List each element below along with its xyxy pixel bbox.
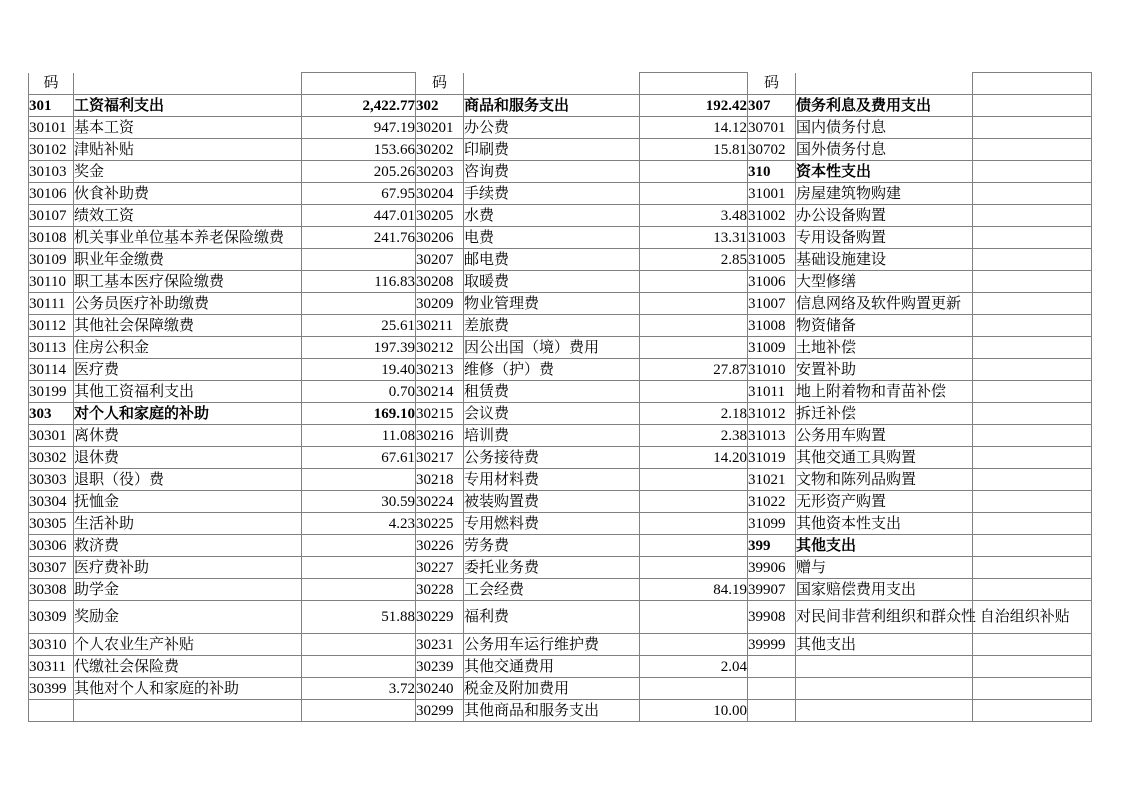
cell-name: 福利费 [464, 601, 640, 634]
cell-code: 302 [416, 95, 464, 117]
cell-name: 物业管理费 [464, 293, 640, 315]
cell-name: 取暖费 [464, 271, 640, 293]
budget-table-body [29, 95, 1092, 722]
cell-amount [640, 513, 748, 535]
table-row [29, 700, 1092, 722]
cell-name: 国外债务付息 [796, 139, 973, 161]
budget-expenditure-table [28, 72, 1092, 722]
cell-code: 30239 [416, 656, 464, 678]
table-row [29, 491, 1092, 513]
cell-code: 30301 [29, 425, 74, 447]
cell-amount: 14.12 [640, 117, 748, 139]
cell-amount [973, 425, 1092, 447]
cell-amount: 51.88 [302, 601, 416, 634]
cell-amount [973, 205, 1092, 227]
table-row [29, 337, 1092, 359]
cell-name: 电费 [464, 227, 640, 249]
cell-code: 30306 [29, 535, 74, 557]
cell-name: 房屋建筑物购建 [796, 183, 973, 205]
cell-amount: 84.19 [640, 579, 748, 601]
cell-name: 被装购置费 [464, 491, 640, 513]
cell-code: 30701 [748, 117, 796, 139]
cell-name: 资本性支出 [796, 161, 973, 183]
cell-code: 30103 [29, 161, 74, 183]
table-row [29, 656, 1092, 678]
cell-amount [973, 403, 1092, 425]
cell-amount [973, 634, 1092, 656]
cell-code: 30702 [748, 139, 796, 161]
cell-name: 咨询费 [464, 161, 640, 183]
cell-code: 30201 [416, 117, 464, 139]
table-header-row [29, 73, 1092, 95]
cell-code: 30208 [416, 271, 464, 293]
cell-code: 31005 [748, 249, 796, 271]
cell-amount [973, 513, 1092, 535]
table-row [29, 557, 1092, 579]
cell-name: 基本工资 [74, 117, 302, 139]
cell-amount: 205.26 [302, 161, 416, 183]
cell-amount [302, 634, 416, 656]
cell-name: 因公出国（境）费用 [464, 337, 640, 359]
cell-code: 30226 [416, 535, 464, 557]
cell-amount [640, 469, 748, 491]
cell-amount [973, 700, 1092, 722]
cell-amount [302, 700, 416, 722]
cell-code: 30231 [416, 634, 464, 656]
amount-column-header-middle [640, 73, 748, 95]
cell-name: 医疗费补助 [74, 557, 302, 579]
cell-name: 安置补助 [796, 359, 973, 381]
cell-code [29, 700, 74, 722]
cell-amount [973, 678, 1092, 700]
cell-name: 委托业务费 [464, 557, 640, 579]
table-row [29, 601, 1092, 634]
table-row [29, 95, 1092, 117]
cell-amount: 14.20 [640, 447, 748, 469]
cell-code: 30114 [29, 359, 74, 381]
cell-amount [973, 469, 1092, 491]
cell-code: 30204 [416, 183, 464, 205]
cell-code: 30304 [29, 491, 74, 513]
cell-code: 31013 [748, 425, 796, 447]
table-row [29, 205, 1092, 227]
cell-name: 国内债务付息 [796, 117, 973, 139]
cell-code: 30203 [416, 161, 464, 183]
cell-amount: 2.04 [640, 656, 748, 678]
cell-amount [640, 557, 748, 579]
cell-code: 30206 [416, 227, 464, 249]
cell-name: 医疗费 [74, 359, 302, 381]
cell-code: 30106 [29, 183, 74, 205]
table-row [29, 183, 1092, 205]
cell-amount [640, 183, 748, 205]
cell-code: 31011 [748, 381, 796, 403]
cell-name: 办公费 [464, 117, 640, 139]
cell-name: 会议费 [464, 403, 640, 425]
cell-name: 工会经费 [464, 579, 640, 601]
table-row [29, 513, 1092, 535]
cell-amount: 67.95 [302, 183, 416, 205]
cell-name [796, 656, 973, 678]
cell-name: 差旅费 [464, 315, 640, 337]
cell-amount: 192.42 [640, 95, 748, 117]
cell-amount [973, 271, 1092, 293]
cell-amount [302, 249, 416, 271]
cell-amount: 2.85 [640, 249, 748, 271]
table-row [29, 249, 1092, 271]
cell-amount: 13.31 [640, 227, 748, 249]
cell-code: 30307 [29, 557, 74, 579]
table-row [29, 535, 1092, 557]
cell-code: 30240 [416, 678, 464, 700]
table-row [29, 469, 1092, 491]
cell-code: 30110 [29, 271, 74, 293]
cell-amount: 19.40 [302, 359, 416, 381]
cell-amount: 10.00 [640, 700, 748, 722]
cell-name: 其他支出 [796, 634, 973, 656]
cell-amount: 2.18 [640, 403, 748, 425]
cell-amount [640, 601, 748, 634]
cell-code: 30214 [416, 381, 464, 403]
cell-code: 30212 [416, 337, 464, 359]
cell-name: 其他工资福利支出 [74, 381, 302, 403]
cell-name: 其他交通工具购置 [796, 447, 973, 469]
cell-code: 30303 [29, 469, 74, 491]
cell-code: 30228 [416, 579, 464, 601]
table-row [29, 381, 1092, 403]
cell-code: 30202 [416, 139, 464, 161]
cell-name: 基础设施建设 [796, 249, 973, 271]
cell-amount: 2.38 [640, 425, 748, 447]
cell-amount: 241.76 [302, 227, 416, 249]
cell-code: 31008 [748, 315, 796, 337]
cell-name: 公务接待费 [464, 447, 640, 469]
cell-amount [640, 293, 748, 315]
cell-amount [302, 656, 416, 678]
cell-code: 30213 [416, 359, 464, 381]
cell-name: 抚恤金 [74, 491, 302, 513]
cell-code: 31009 [748, 337, 796, 359]
cell-name: 救济费 [74, 535, 302, 557]
name-column-header-left [74, 73, 302, 95]
cell-code: 303 [29, 403, 74, 425]
cell-amount: 25.61 [302, 315, 416, 337]
cell-amount [640, 161, 748, 183]
cell-name: 土地补偿 [796, 337, 973, 359]
code-column-header-middle: 码 [416, 73, 464, 95]
cell-name: 津贴补贴 [74, 139, 302, 161]
cell-code: 31099 [748, 513, 796, 535]
cell-code: 30311 [29, 656, 74, 678]
cell-name: 生活补助 [74, 513, 302, 535]
cell-name: 专用材料费 [464, 469, 640, 491]
cell-name: 租赁费 [464, 381, 640, 403]
cell-name: 信息网络及软件购置更新 [796, 293, 973, 315]
cell-amount: 0.70 [302, 381, 416, 403]
table-row [29, 425, 1092, 447]
cell-name: 其他社会保障缴费 [74, 315, 302, 337]
cell-name: 奖励金 [74, 601, 302, 634]
cell-code: 30207 [416, 249, 464, 271]
cell-code: 30107 [29, 205, 74, 227]
cell-amount: 2,422.77 [302, 95, 416, 117]
cell-code: 30299 [416, 700, 464, 722]
cell-amount [640, 491, 748, 513]
cell-code: 31003 [748, 227, 796, 249]
cell-name: 劳务费 [464, 535, 640, 557]
cell-code: 31007 [748, 293, 796, 315]
cell-amount: 30.59 [302, 491, 416, 513]
cell-name: 文物和陈列品购置 [796, 469, 973, 491]
cell-amount [640, 535, 748, 557]
cell-amount [973, 139, 1092, 161]
cell-name: 个人农业生产补贴 [74, 634, 302, 656]
cell-code: 30101 [29, 117, 74, 139]
cell-code: 31022 [748, 491, 796, 513]
cell-amount [973, 535, 1092, 557]
cell-name: 职业年金缴费 [74, 249, 302, 271]
cell-code: 39908 [748, 601, 796, 634]
name-column-header-right [796, 73, 973, 95]
cell-amount [640, 381, 748, 403]
cell-name: 其他支出 [796, 535, 973, 557]
cell-name: 对民间非营利组织和群众性 自治组织补贴 [796, 601, 973, 634]
cell-name: 伙食补助费 [74, 183, 302, 205]
cell-name [796, 678, 973, 700]
table-row [29, 359, 1092, 381]
cell-code: 30229 [416, 601, 464, 634]
cell-code: 30216 [416, 425, 464, 447]
cell-name: 其他资本性支出 [796, 513, 973, 535]
cell-amount: 15.81 [640, 139, 748, 161]
cell-amount [973, 447, 1092, 469]
cell-code: 39999 [748, 634, 796, 656]
cell-amount [640, 678, 748, 700]
cell-name: 商品和服务支出 [464, 95, 640, 117]
cell-code: 31012 [748, 403, 796, 425]
cell-name: 印刷费 [464, 139, 640, 161]
cell-name: 离休费 [74, 425, 302, 447]
cell-amount [640, 634, 748, 656]
cell-amount [973, 315, 1092, 337]
cell-code: 31021 [748, 469, 796, 491]
cell-code: 39906 [748, 557, 796, 579]
cell-name: 拆迁补偿 [796, 403, 973, 425]
cell-name: 维修（护）费 [464, 359, 640, 381]
cell-amount [973, 249, 1092, 271]
cell-amount [973, 227, 1092, 249]
cell-amount: 4.23 [302, 513, 416, 535]
name-column-header-middle [464, 73, 640, 95]
cell-code [748, 678, 796, 700]
cell-name: 债务利息及费用支出 [796, 95, 973, 117]
cell-name: 工资福利支出 [74, 95, 302, 117]
cell-amount [973, 579, 1092, 601]
cell-name: 无形资产购置 [796, 491, 973, 513]
code-column-header-left: 码 [29, 73, 74, 95]
cell-code: 30308 [29, 579, 74, 601]
cell-name: 机关事业单位基本养老保险缴费 [74, 227, 302, 249]
amount-column-header-right [973, 73, 1092, 95]
cell-amount [973, 293, 1092, 315]
cell-amount [302, 579, 416, 601]
cell-amount [973, 359, 1092, 381]
cell-name: 绩效工资 [74, 205, 302, 227]
cell-name: 其他商品和服务支出 [464, 700, 640, 722]
cell-amount [302, 293, 416, 315]
cell-amount [973, 183, 1092, 205]
cell-name: 水费 [464, 205, 640, 227]
cell-code: 30111 [29, 293, 74, 315]
cell-name: 培训费 [464, 425, 640, 447]
table-row [29, 579, 1092, 601]
cell-name: 专用燃料费 [464, 513, 640, 535]
cell-code: 30225 [416, 513, 464, 535]
cell-name: 地上附着物和青苗补偿 [796, 381, 973, 403]
cell-amount: 947.19 [302, 117, 416, 139]
table-row [29, 678, 1092, 700]
cell-code: 30217 [416, 447, 464, 469]
cell-amount [302, 469, 416, 491]
cell-amount: 11.08 [302, 425, 416, 447]
cell-name: 邮电费 [464, 249, 640, 271]
cell-amount: 27.87 [640, 359, 748, 381]
cell-name: 公务用车购置 [796, 425, 973, 447]
cell-code: 30218 [416, 469, 464, 491]
cell-name [74, 700, 302, 722]
table-row [29, 139, 1092, 161]
cell-code: 30112 [29, 315, 74, 337]
cell-code: 307 [748, 95, 796, 117]
cell-name: 代缴社会保险费 [74, 656, 302, 678]
cell-name: 公务员医疗补助缴费 [74, 293, 302, 315]
code-column-header-right: 码 [748, 73, 796, 95]
cell-name: 职工基本医疗保险缴费 [74, 271, 302, 293]
cell-name: 税金及附加费用 [464, 678, 640, 700]
cell-code: 301 [29, 95, 74, 117]
table-row [29, 403, 1092, 425]
cell-code: 39907 [748, 579, 796, 601]
cell-code: 30399 [29, 678, 74, 700]
cell-code: 30302 [29, 447, 74, 469]
cell-amount [973, 656, 1092, 678]
cell-amount: 3.48 [640, 205, 748, 227]
cell-amount [973, 491, 1092, 513]
table-row [29, 227, 1092, 249]
amount-column-header-left [302, 73, 416, 95]
cell-amount: 197.39 [302, 337, 416, 359]
cell-name: 国家赔偿费用支出 [796, 579, 973, 601]
cell-code: 31006 [748, 271, 796, 293]
cell-code [748, 700, 796, 722]
cell-amount [302, 557, 416, 579]
cell-code: 30309 [29, 601, 74, 634]
cell-code: 30199 [29, 381, 74, 403]
cell-name: 赠与 [796, 557, 973, 579]
cell-code: 30102 [29, 139, 74, 161]
cell-code: 31019 [748, 447, 796, 469]
cell-amount [973, 557, 1092, 579]
cell-code: 31001 [748, 183, 796, 205]
cell-amount: 447.01 [302, 205, 416, 227]
table-row [29, 161, 1092, 183]
cell-name: 专用设备购置 [796, 227, 973, 249]
cell-code [748, 656, 796, 678]
cell-amount [973, 161, 1092, 183]
table-row [29, 447, 1092, 469]
cell-code: 30310 [29, 634, 74, 656]
cell-amount: 67.61 [302, 447, 416, 469]
cell-code: 399 [748, 535, 796, 557]
cell-code: 30205 [416, 205, 464, 227]
cell-name: 大型修缮 [796, 271, 973, 293]
cell-code: 30113 [29, 337, 74, 359]
cell-amount: 153.66 [302, 139, 416, 161]
cell-code: 30109 [29, 249, 74, 271]
cell-amount [640, 337, 748, 359]
cell-code: 30224 [416, 491, 464, 513]
cell-name: 物资储备 [796, 315, 973, 337]
cell-amount [640, 315, 748, 337]
cell-code: 30227 [416, 557, 464, 579]
cell-name: 奖金 [74, 161, 302, 183]
cell-code: 30209 [416, 293, 464, 315]
cell-amount [302, 535, 416, 557]
cell-amount [973, 95, 1092, 117]
cell-amount [973, 337, 1092, 359]
cell-code: 31010 [748, 359, 796, 381]
table-row [29, 117, 1092, 139]
cell-name: 退职（役）费 [74, 469, 302, 491]
table-row [29, 315, 1092, 337]
cell-name: 手续费 [464, 183, 640, 205]
cell-name: 对个人和家庭的补助 [74, 403, 302, 425]
cell-name: 助学金 [74, 579, 302, 601]
cell-code: 310 [748, 161, 796, 183]
cell-code: 30108 [29, 227, 74, 249]
cell-amount [973, 381, 1092, 403]
cell-name: 其他对个人和家庭的补助 [74, 678, 302, 700]
table-row [29, 634, 1092, 656]
cell-code: 30305 [29, 513, 74, 535]
cell-name [796, 700, 973, 722]
cell-amount: 3.72 [302, 678, 416, 700]
table-row [29, 293, 1092, 315]
cell-name: 办公设备购置 [796, 205, 973, 227]
cell-amount [973, 117, 1092, 139]
cell-name: 住房公积金 [74, 337, 302, 359]
cell-code: 31002 [748, 205, 796, 227]
cell-code: 30211 [416, 315, 464, 337]
cell-name: 其他交通费用 [464, 656, 640, 678]
table-row [29, 271, 1092, 293]
cell-name: 公务用车运行维护费 [464, 634, 640, 656]
cell-code: 30215 [416, 403, 464, 425]
cell-name: 退休费 [74, 447, 302, 469]
cell-amount [640, 271, 748, 293]
cell-amount: 116.83 [302, 271, 416, 293]
cell-amount: 169.10 [302, 403, 416, 425]
